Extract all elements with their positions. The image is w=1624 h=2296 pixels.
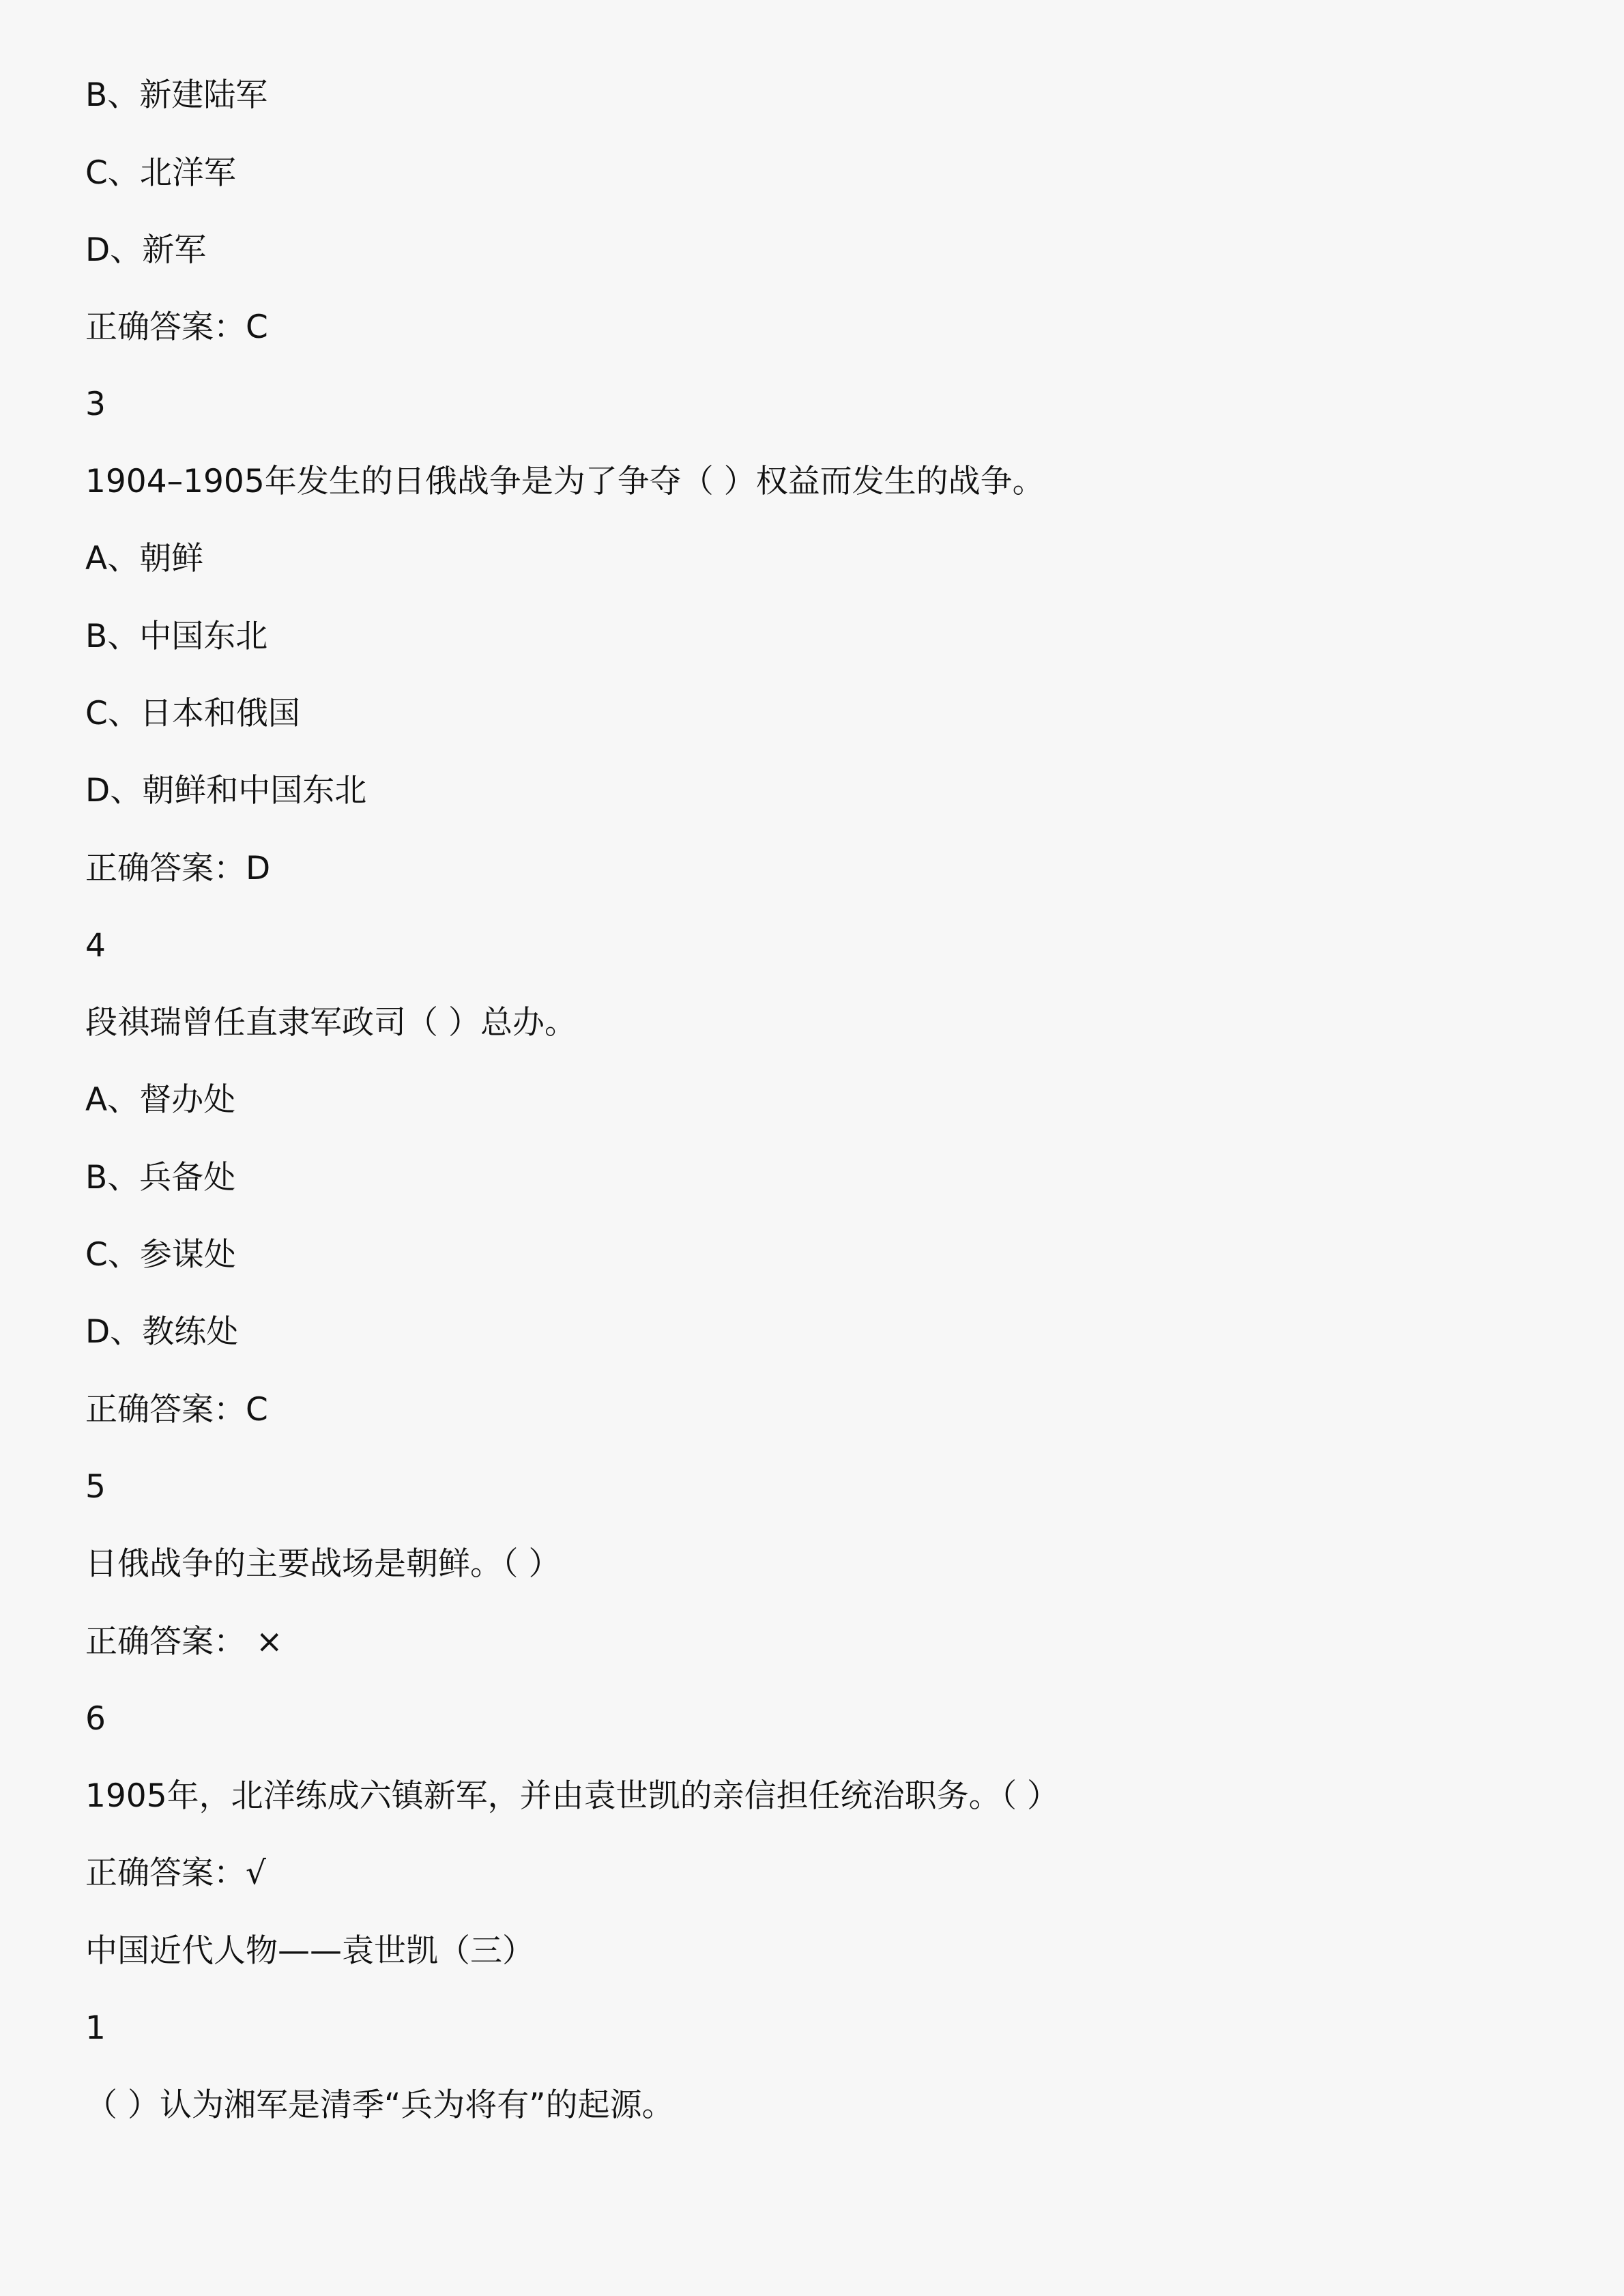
question-text: 日俄战争的主要战场是朝鲜。（ ） — [85, 1545, 561, 1583]
correct-answer: 正确答案： × — [85, 1623, 283, 1661]
correct-answer: 正确答案：C — [85, 308, 268, 346]
question-number: 3 — [85, 386, 106, 423]
option-b: B、新建陆军 — [85, 76, 268, 114]
question-text: （ ）认为湘军是清季“兵为将有”的起源。 — [85, 2086, 674, 2124]
question-number: 5 — [85, 1468, 106, 1506]
question-text: 1904–1905年发生的日俄战争是为了争夺（ ）权益而发生的战争。 — [85, 463, 1045, 500]
question-number: 4 — [85, 927, 106, 964]
question-text: 1905年，北洋练成六镇新军，并由袁世凯的亲信担任统治职务。（ ） — [85, 1777, 1060, 1815]
option-c: C、参谋处 — [85, 1236, 236, 1274]
section-title: 中国近代人物——袁世凯（三） — [85, 1932, 534, 1970]
option-b: B、中国东北 — [85, 618, 268, 655]
question-number: 1 — [85, 2009, 106, 2047]
option-c: C、日本和俄国 — [85, 695, 300, 732]
correct-answer: 正确答案：√ — [85, 1854, 266, 1892]
question-text: 段祺瑞曾任直隶军政司（ ）总办。 — [85, 1004, 577, 1042]
option-a: A、督办处 — [85, 1081, 236, 1119]
option-d: D、朝鲜和中国东北 — [85, 772, 367, 809]
option-d: D、新军 — [85, 231, 207, 269]
question-number: 6 — [85, 1700, 106, 1738]
option-c: C、北洋军 — [85, 154, 236, 192]
option-d: D、教练处 — [85, 1313, 239, 1351]
option-a: A、朝鲜 — [85, 540, 204, 577]
correct-answer: 正确答案：C — [85, 1391, 268, 1429]
option-b: B、兵备处 — [85, 1159, 236, 1196]
correct-answer: 正确答案：D — [85, 850, 271, 887]
